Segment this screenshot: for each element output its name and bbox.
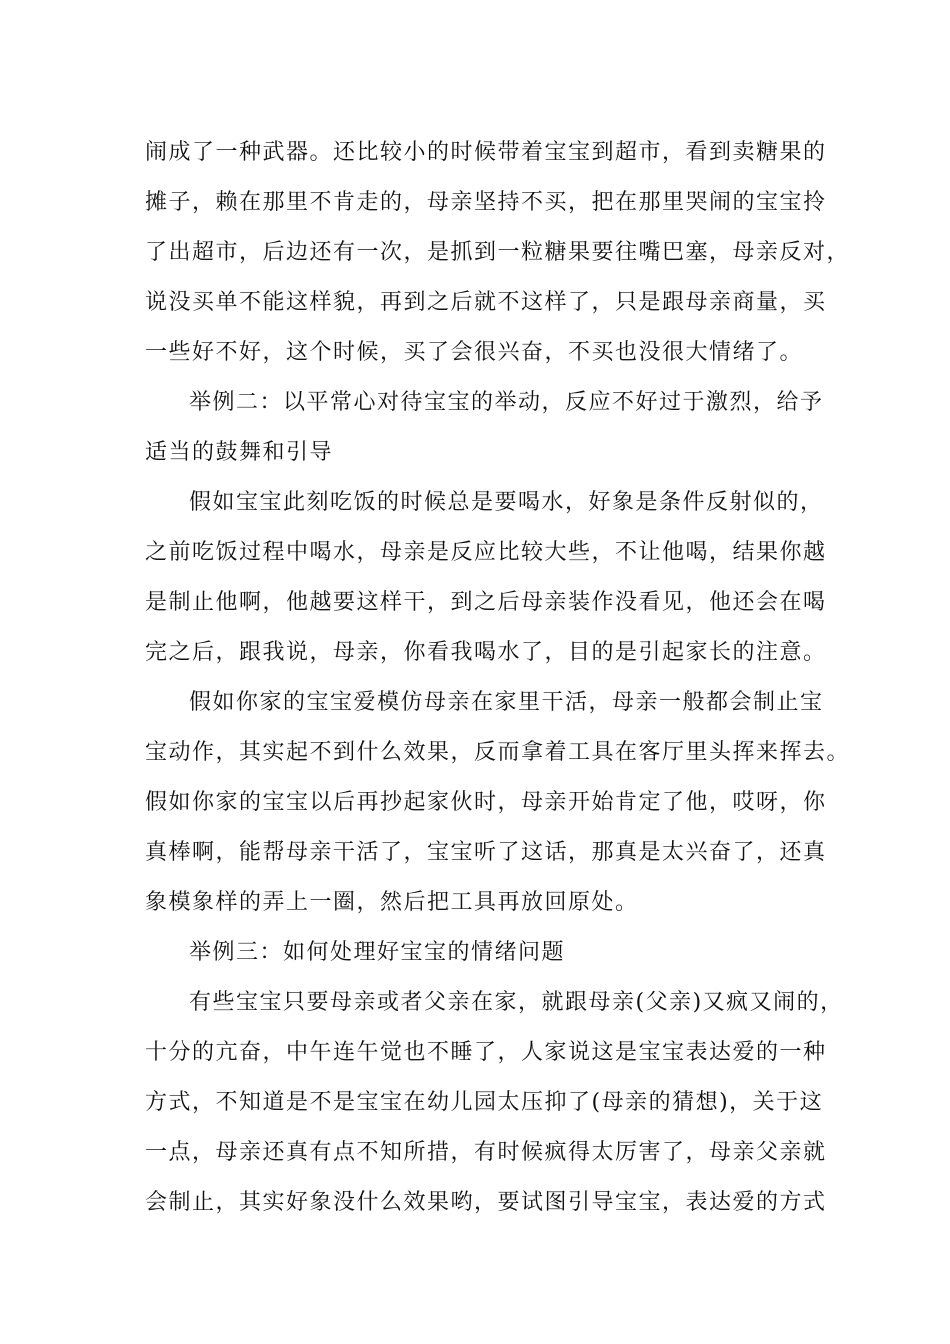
text-line: 完之后，跟我说，母亲，你看我喝水了，目的是引起家长的注意。	[145, 640, 827, 665]
section-heading: 举例三：如何处理好宝宝的情绪问题	[189, 940, 566, 965]
document-body	[145, 128, 851, 1228]
text-line: 会制止，其实好象没什么效果哟，要试图引导宝宝，表达爱的方式	[145, 1190, 827, 1215]
text-line: 假如你家的宝宝爱模仿母亲在家里干活，母亲一般都会制止宝	[189, 690, 824, 715]
text-line: 之前吃饭过程中喝水，母亲是反应比较大些，不让他喝，结果你越	[145, 540, 827, 565]
section-heading: 举例二：以平常心对待宝宝的举动，反应不好过于激烈，给予	[189, 390, 824, 415]
text-line: 了出超市，后边还有一次，是抓到一粒糖果要往嘴巴塞，母亲反对，	[145, 240, 851, 265]
text-line: 一些好不好，这个时候，买了会很兴奋，不买也没很大情绪了。	[145, 340, 804, 365]
text-line: 象模象样的弄上一圈，然后把工具再放回原处。	[145, 890, 639, 915]
text-line: 说没买单不能这样貌，再到之后就不这样了，只是跟母亲商量，买	[145, 290, 827, 315]
text-line: 闹成了一种武器。还比较小的时候带着宝宝到超市，看到卖糖果的	[145, 140, 827, 165]
text-line: 是制止他啊，他越要这样干，到之后母亲装作没看见，他还会在喝	[145, 590, 827, 615]
text-line: 宝动作，其实起不到什么效果，反而拿着工具在客厅里头挥来挥去。	[145, 740, 851, 765]
text-line: 有些宝宝只要母亲或者父亲在家，就跟母亲(父亲)又疯又闹的，	[189, 990, 844, 1015]
text-line: 假如宝宝此刻吃饭的时候总是要喝水，好象是条件反射似的，	[189, 490, 824, 515]
text-line: 一点，母亲还真有点不知所措，有时候疯得太厉害了，母亲父亲就	[145, 1140, 827, 1165]
text-line: 摊子，赖在那里不肯走的，母亲坚持不买，把在那里哭闹的宝宝拎	[145, 190, 827, 215]
text-line: 假如你家的宝宝以后再抄起家伙时，母亲开始肯定了他，哎呀，你	[145, 790, 827, 815]
text-line: 方式，不知道是不是宝宝在幼儿园太压抑了(母亲的猜想)，关于这	[145, 1090, 824, 1115]
section-heading-continuation: 适当的鼓舞和引导	[145, 440, 334, 465]
text-line: 十分的亢奋，中午连午觉也不睡了，人家说这是宝宝表达爱的一种	[145, 1040, 827, 1065]
text-line: 真棒啊，能帮母亲干活了，宝宝听了这话，那真是太兴奋了，还真	[145, 840, 827, 865]
